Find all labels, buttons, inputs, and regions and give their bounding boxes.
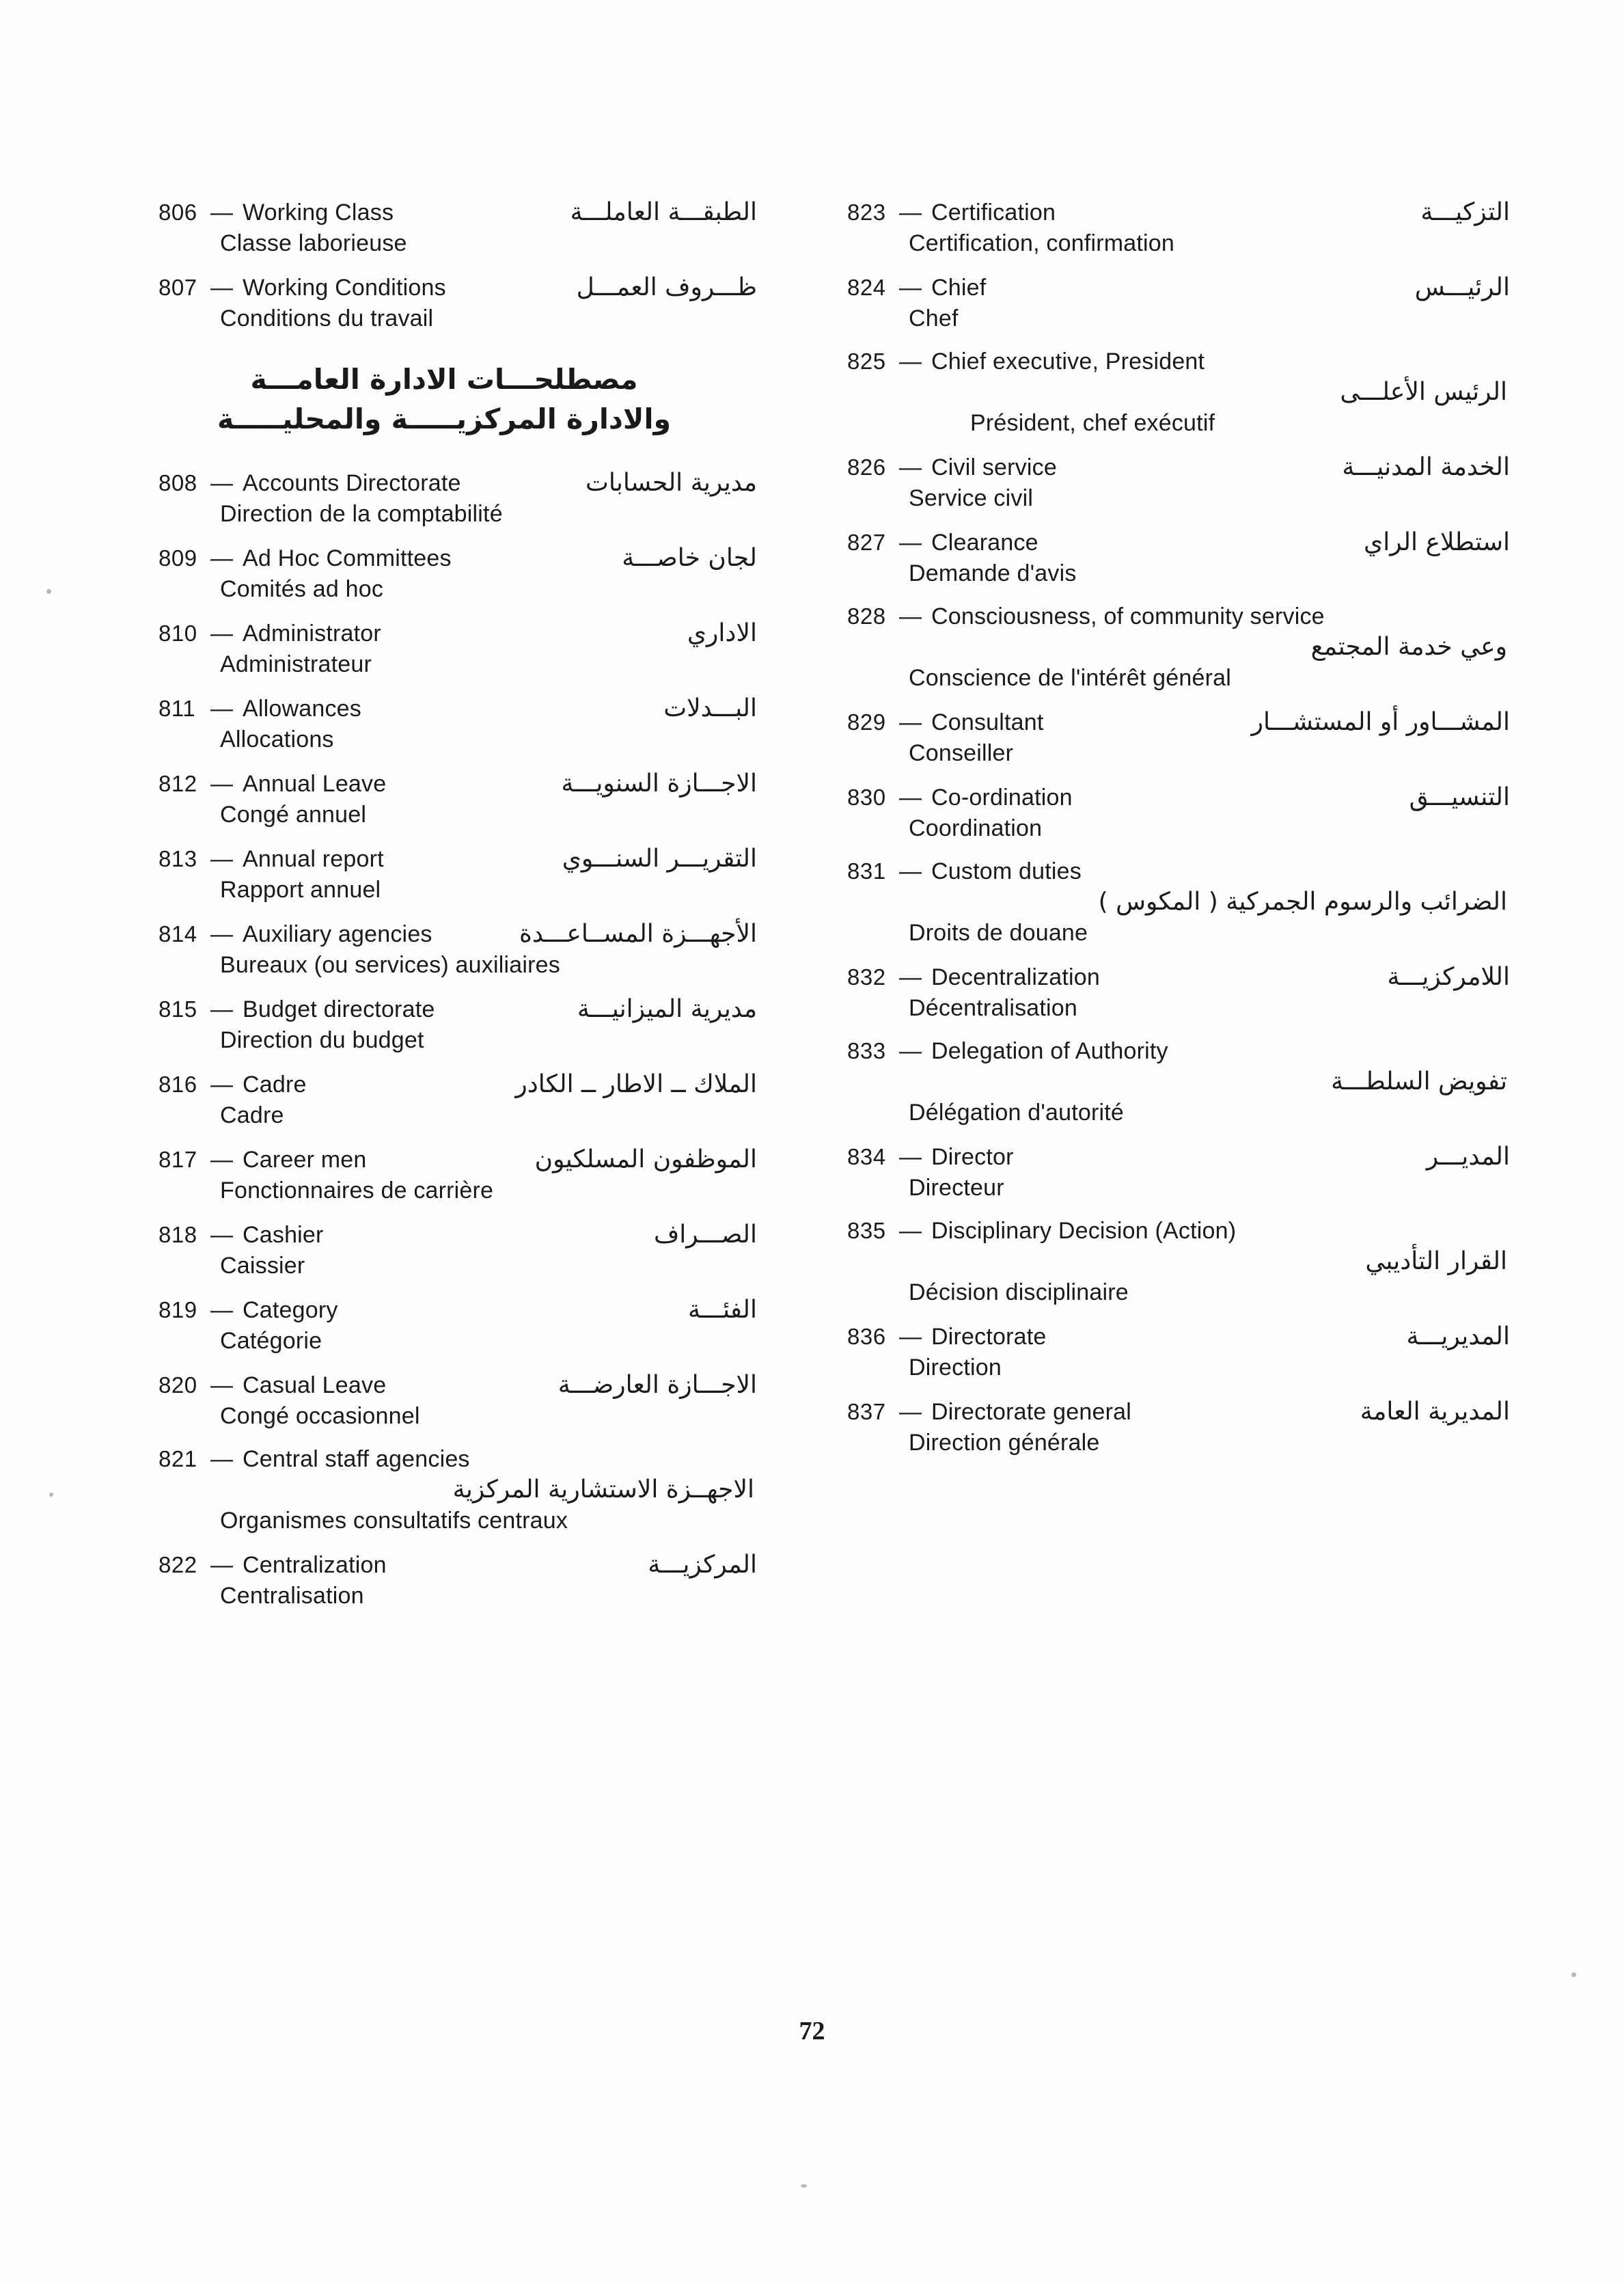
entry-english: Accounts Directorate [243,470,461,497]
entry-number: 826 [847,454,886,480]
glossary-entry [159,469,757,528]
entry-dash: — [899,1399,922,1424]
entry-english: Category [243,1297,338,1324]
section-heading-line-1: مصطلحـــات الادارة العامـــة [250,363,638,396]
entry-number: 828 [847,603,886,629]
entry-english: Consultant [931,709,1044,735]
entry-french: Direction générale [909,1430,1100,1456]
entry-english: Annual Leave [243,771,387,798]
entry-number: 825 [847,349,886,374]
glossary-entry [159,694,757,753]
entry-dash: — [899,1144,922,1169]
entry-head-left [159,545,452,572]
entry-number: 817 [159,1147,197,1173]
glossary-entry [847,273,1510,332]
entry-arabic: القرار التأديبي [1365,1247,1507,1275]
entry-head-left [159,1297,338,1324]
glossary-entry [159,1551,757,1609]
entry-english: Co-ordination [931,785,1073,811]
entry-head [159,544,757,572]
entry-number: 815 [159,996,197,1022]
entry-head-left [159,996,435,1023]
entry-dash: — [899,349,922,374]
entry-french: Catégorie [220,1328,322,1355]
entry-number: 835 [847,1218,886,1243]
entry-arabic: التنسيـــق [1409,783,1510,811]
glossary-column-left [0,198,765,1626]
entry-head [159,845,757,873]
entry-dash: — [210,1222,233,1248]
entry-arabic: الاداري [687,619,757,648]
section-heading-line-2: والادارة المركزيـــــة والمحليـــــة [217,403,671,436]
entry-french: Congé occasionnel [220,1403,420,1430]
entry-english: Civil service [931,454,1057,480]
entry-dash: — [210,921,233,947]
entry-head [159,469,757,497]
entry-head-left [159,846,384,873]
entry-arabic: الأجهـــزة المســاعـــدة [519,920,757,949]
glossary-column-right [765,198,1530,1473]
entry-english: Clearance [931,530,1038,556]
entry-french: Demande d'avis [909,560,1077,586]
glossary-entry [847,963,1510,1022]
entry-arabic: الرئيس الأعلـــى [1340,378,1507,406]
glossary-entry [159,920,757,979]
entry-english: Casual Leave [243,1372,387,1399]
entry-french: Cadre [220,1102,284,1129]
glossary-entry [847,349,1510,437]
entry-dash: — [210,696,233,722]
glossary-entry [159,1221,757,1279]
glossary-entry [847,528,1510,587]
entry-french: Direction du budget [220,1027,424,1054]
glossary-entry [847,198,1510,257]
glossary-entry [159,1371,757,1430]
entry-arabic: البـــدلات [663,694,757,723]
entry-head [159,619,757,647]
entry-arabic: المديريـــة [1406,1322,1510,1350]
entry-french: Coordination [909,815,1043,841]
entry-number: 819 [159,1297,197,1323]
entry-head [847,273,1510,301]
entry-head-left [847,709,1044,736]
entry-french: Allocations [220,726,334,753]
entry-head [159,1551,757,1579]
entry-english: Central staff agencies [243,1446,470,1473]
entry-head-left [847,530,1038,556]
entry-head [159,920,757,948]
glossary-entry [847,858,1510,947]
entry-english: Annual report [243,846,384,873]
entry-french: Président, chef exécutif [970,410,1215,436]
glossary-entry [159,1070,757,1129]
glossary-entry [159,619,757,678]
entry-french: Administrateur [220,651,372,678]
entry-head [847,708,1510,736]
entry-head [159,694,757,722]
entry-english: Directorate [931,1324,1047,1350]
entry-number: 834 [847,1144,886,1169]
entry-dash: — [899,964,922,990]
entry-number: 812 [159,771,197,797]
entry-number: 806 [159,200,197,225]
entry-dash: — [899,275,922,300]
entry-dash: — [210,1552,233,1578]
entry-head-left [847,454,1057,481]
entry-head-left [159,275,446,301]
entry-french: Congé annuel [220,802,367,828]
entry-number: 816 [159,1072,197,1098]
entry-head [847,603,1510,630]
entry-number: 822 [159,1552,197,1578]
entry-french: Conditions du travail [220,305,434,331]
entry-french: Certification, confirmation [909,230,1174,256]
entry-head-left [159,200,394,226]
entry-french: Centralisation [220,1583,364,1609]
entry-dash: — [899,603,922,629]
entry-arabic: التزكيـــة [1420,198,1510,226]
entry-french: Direction [909,1355,1002,1381]
entry-arabic: الضرائب والرسوم الجمركية ( المكوس ) [1098,888,1507,916]
entry-head-left [159,1446,470,1473]
entry-dash: — [899,1038,922,1063]
entry-head-left [847,1399,1131,1426]
glossary-entry [847,783,1510,842]
scan-speck [801,2184,807,2188]
entry-dash: — [210,200,233,225]
entry-arabic: المركزيـــة [648,1551,757,1579]
entry-dash: — [210,1147,233,1173]
entry-french: Conseiller [909,740,1014,766]
entry-head [159,1070,757,1098]
entry-head-left [847,349,1205,375]
entry-number: 820 [159,1372,197,1398]
entry-english: Consciousness, of community service [931,603,1325,629]
entry-head-left [159,1147,367,1173]
entry-dash: — [210,1446,233,1472]
page-number: 72 [799,2017,825,2045]
entry-arabic: الصـــراف [653,1221,757,1249]
entry-number: 821 [159,1446,197,1472]
entry-dash: — [899,454,922,480]
entry-head-left [159,696,361,722]
entry-dash: — [210,996,233,1022]
entry-arabic: الموظفون المسلكيون [534,1145,757,1174]
entry-arabic: الفئـــة [688,1296,757,1324]
entry-number: 836 [847,1324,886,1349]
entry-dash: — [210,545,233,571]
entry-arabic: اللامركزيـــة [1387,963,1510,991]
entry-french: Caissier [220,1253,305,1279]
entry-head [847,349,1510,375]
glossary-entry [159,1145,757,1204]
entry-head [847,783,1510,811]
entry-number: 837 [847,1399,886,1424]
entry-number: 830 [847,785,886,810]
entry-arabic: مديرية الحسابات [586,469,757,498]
glossary-entry [847,708,1510,767]
entry-arabic: تفويض السلطـــة [1331,1068,1507,1096]
entry-english: Chief executive, President [931,349,1205,375]
entry-french: Organismes consultatifs centraux [220,1508,568,1534]
entry-arabic: لجان خاصـــة [622,544,757,573]
entry-english: Disciplinary Decision (Action) [931,1218,1237,1244]
glossary-entry [159,1296,757,1355]
entry-french: Fonctionnaires de carrière [220,1178,494,1204]
entry-arabic: المديـــر [1426,1143,1510,1171]
entry-english: Ad Hoc Committees [243,545,452,572]
entry-head [847,1322,1510,1350]
glossary-columns [0,198,1624,1626]
entry-arabic: الاجـــازة العارضـــة [558,1371,757,1400]
entry-french: Service civil [909,485,1034,511]
entry-english: Working Class [243,200,394,226]
entry-head-left [159,1372,386,1399]
entry-head-left [847,603,1325,630]
glossary-entry [847,1218,1510,1306]
entry-dash: — [899,200,922,225]
entry-head-left [847,964,1100,991]
entry-head [159,198,757,226]
entry-number: 809 [159,545,197,571]
entry-english: Custom duties [931,858,1082,884]
entry-french: Direction de la comptabilité [220,501,503,528]
entry-english: Chief [931,275,987,301]
entry-dash: — [210,771,233,797]
entry-head [847,1398,1510,1426]
entry-dash: — [210,470,233,496]
entry-dash: — [899,858,922,884]
entry-number: 818 [159,1222,197,1248]
glossary-entry [159,770,757,828]
entry-english: Decentralization [931,964,1100,990]
entry-head-left [847,1324,1046,1350]
entry-arabic: الرئيـــس [1414,273,1510,301]
entry-arabic: التقريـــر السنـــوي [562,845,757,873]
entry-number: 808 [159,470,197,496]
entry-arabic: الاجـــازة السنويـــة [561,770,757,798]
entry-head [847,963,1510,991]
entry-head [159,1145,757,1173]
glossary-entry [847,1398,1510,1456]
glossary-entry [847,453,1510,512]
entry-head-left [847,1038,1168,1065]
entry-number: 831 [847,858,886,884]
scan-speck [1571,1972,1576,1977]
entry-arabic: مديرية الميزانيـــة [577,995,757,1024]
entry-french: Directeur [909,1175,1004,1201]
entry-french: Classe laborieuse [220,230,407,256]
entry-english: Director [931,1144,1014,1170]
glossary-entry [159,198,757,257]
entry-english: Directorate general [931,1399,1131,1425]
entry-head [847,858,1510,885]
entry-head-left [159,470,461,497]
entry-head [847,198,1510,226]
entry-english: Career men [243,1147,367,1173]
entry-number: 833 [847,1038,886,1063]
entry-french: Décision disciplinaire [909,1279,1129,1305]
entry-dash: — [210,621,233,647]
entry-head [159,995,757,1023]
entry-arabic: الملاك ــ الاطار ــ الكادر [515,1070,757,1099]
glossary-entry [847,1143,1510,1201]
entry-number: 810 [159,621,197,647]
glossary-entry [159,273,757,332]
entry-english: Administrator [243,621,381,647]
entry-dash: — [899,785,922,810]
entry-head [847,1143,1510,1171]
entry-head [847,453,1510,481]
entry-number: 807 [159,275,197,300]
entry-english: Delegation of Authority [931,1038,1168,1064]
entry-head [847,528,1510,556]
entry-head-left [847,1218,1236,1245]
entry-french: Délégation d'autorité [909,1100,1125,1126]
entry-french: Comités ad hoc [220,576,384,603]
entry-head-left [159,621,381,647]
glossary-entry [159,1446,757,1534]
entry-head [159,1296,757,1324]
entry-number: 829 [847,709,886,735]
entry-arabic: الاجهــزة الاستشارية المركزية [452,1476,754,1504]
entry-head [159,1221,757,1249]
entry-head [159,770,757,798]
entry-number: 814 [159,921,197,947]
entry-head [159,1371,757,1399]
entry-head-left [847,200,1056,226]
entry-english: Budget directorate [243,996,435,1023]
entry-french: Droits de douane [909,920,1088,946]
entry-head-left [159,1552,387,1579]
entry-english: Allowances [243,696,361,722]
entry-english: Cashier [243,1222,324,1249]
entry-head-left [847,1144,1014,1171]
entry-number: 813 [159,846,197,872]
entry-number: 832 [847,964,886,990]
entry-dash: — [899,1324,922,1349]
glossary-entry [159,845,757,903]
entry-head-left [159,1222,324,1249]
entry-french: Bureaux (ou services) auxiliaires [220,952,560,979]
entry-head-left [847,785,1073,811]
glossary-entry [847,603,1510,692]
entry-number: 824 [847,275,886,300]
entry-dash: — [210,846,233,872]
entry-arabic: ظـــروف العمـــل [576,273,757,301]
entry-english: Centralization [243,1552,387,1579]
entry-french: Rapport annuel [220,877,381,903]
entry-arabic: وعي خدمة المجتمع [1310,633,1507,661]
entry-arabic: استطلاع الراي [1364,528,1510,556]
entry-arabic: المشـــاور أو المستشـــار [1251,708,1510,736]
entry-head-left [159,1072,307,1098]
entry-head [847,1218,1510,1245]
entry-dash: — [210,1372,233,1398]
entry-dash: — [210,1297,233,1323]
entry-dash: — [899,709,922,735]
entry-dash: — [899,530,922,555]
glossary-entry [159,544,757,603]
entry-arabic: الطبقـــة العاملـــة [570,198,757,226]
entry-number: 823 [847,200,886,225]
entry-arabic: الخدمة المدنيـــة [1342,453,1510,481]
entry-english: Cadre [243,1072,307,1098]
glossary-entry [159,995,757,1054]
entry-english: Working Conditions [243,275,446,301]
entry-number: 811 [159,696,196,722]
entry-arabic: المديرية العامة [1360,1398,1510,1426]
section-heading [159,359,757,439]
glossary-entry [847,1038,1510,1126]
entry-french: Décentralisation [909,995,1077,1021]
entry-head [159,1446,757,1473]
entry-english: Auxiliary agencies [243,921,432,948]
entry-french: Conscience de l'intérêt général [909,665,1231,691]
entry-dash: — [210,1072,233,1098]
entry-head-left [159,921,432,948]
entry-head-left [847,275,986,301]
glossary-entry [847,1322,1510,1381]
entry-number: 827 [847,530,886,555]
entry-head [159,273,757,301]
entry-english: Certification [931,200,1056,226]
entry-head [847,1038,1510,1065]
entry-head-left [159,771,386,798]
entry-dash: — [899,1218,922,1243]
entry-dash: — [210,275,233,300]
entry-head-left [847,858,1082,885]
entry-french: Chef [909,305,959,331]
